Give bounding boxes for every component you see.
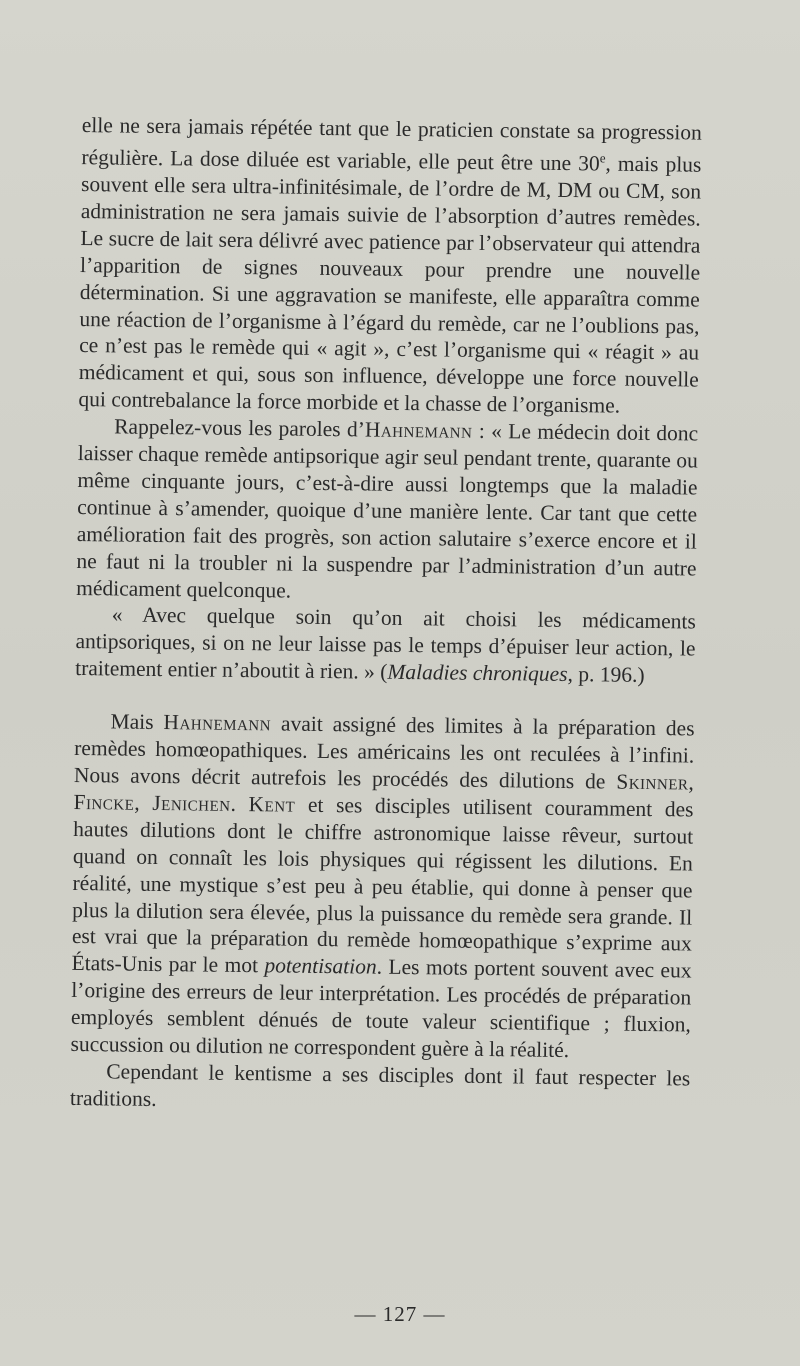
paragraph-2: Rappelez-vous les paroles d’Hahnemann : « Le médecin doit donc laisser chaque remède antipsorique agir seul pendant trente, quarante ou même cinquante jours, c’est-à-dire aussi longtemps que la maladie continue à s’amender, quoique d’une manière lente. Car tant que cette amélioration fait des progrès, son action salutaire s’exerce encore et il ne faut ni la troubler ni la suspendre par l’administration d’un autre médicament quelconque.: [76, 414, 699, 603]
author-name: Skinner: [616, 769, 689, 795]
paragraph-3: « Avec quelque soin qu’on ait choisi les médicaments antipsoriques, si on ne leur laisse pas le temps d’épuiser leur action, le traitement entier n’aboutit à rien. » (Maladies chroniques, p. 196.): [75, 602, 696, 688]
paragraph-5: Cependant le kentisme a ses disciples dont il faut respecter les traditions.: [69, 1059, 691, 1111]
author-name: Hahnemann: [364, 417, 473, 443]
paragraph-1: elle ne sera jamais répétée tant que le praticien constate sa progression régulière. La dose diluée est variable, elle peut être une 30e, mais plus souvent elle sera ultra-infinitésimale, de l’ordre de M, DM ou CM, son administration ne sera jamais suivie de l’absorption d’autres remèdes. Le sucre de lait sera délivré avec patience par l’observateur qui attendra l’apparition de signes nouveaux pour prendre une nouvelle détermination. Si une aggravation se manifeste, elle apparaîtra comme une réaction de l’organisme à l’égard du remède, car ne l’oublions pas, ce n’est pas le remède qui « agit », c’est l’organisme qui « réagit » au médicament et qui, sous son influence, développe une force nouvelle qui contrebalance la force morbide et la chasse de l’organisme.: [78, 112, 702, 418]
page-number: — 127 —: [354, 1302, 446, 1326]
paragraph-4: Mais Hahnemann avait assigné des limites à la préparation des remèdes homœopathiques. Les américains les ont reculées à l’infini. Nous avons décrit autrefois les procédés des dilutions de Skinner, Fincke, Jenichen. Kent et ses disciples utilisent couramment des hautes dilutions dont le chiffre astronomique laisse rêveur, surtout quand on connaît les lois physiques qui régissent les dilutions. En réalité, une mystique s’est peu à peu établie, qui donne à penser que plus la dilution sera élevée, plus la puissance du remède sera grande. Il est vrai que la préparation du remède homœopathique s’exprime aux États-Unis par le mot potentisation. Les mots portent souvent avec eux l’origine des erreurs de leur interprétation. Les procédés de préparation employés semblent dénués de toute valeur scientifique ; fluxion, succussion ou dilution ne correspondent guère à la réalité.: [70, 709, 695, 1063]
author-name: Hahnemann: [163, 710, 272, 736]
ordinal-superscript: e: [599, 150, 606, 166]
book-title: Maladies chroniques: [387, 660, 568, 687]
emphasized-term: potentisation: [264, 953, 377, 980]
author-name: Kent: [248, 791, 296, 817]
author-name: Fincke: [73, 789, 135, 815]
author-name: Jenichen: [152, 790, 231, 816]
body-text: [70, 112, 702, 1119]
